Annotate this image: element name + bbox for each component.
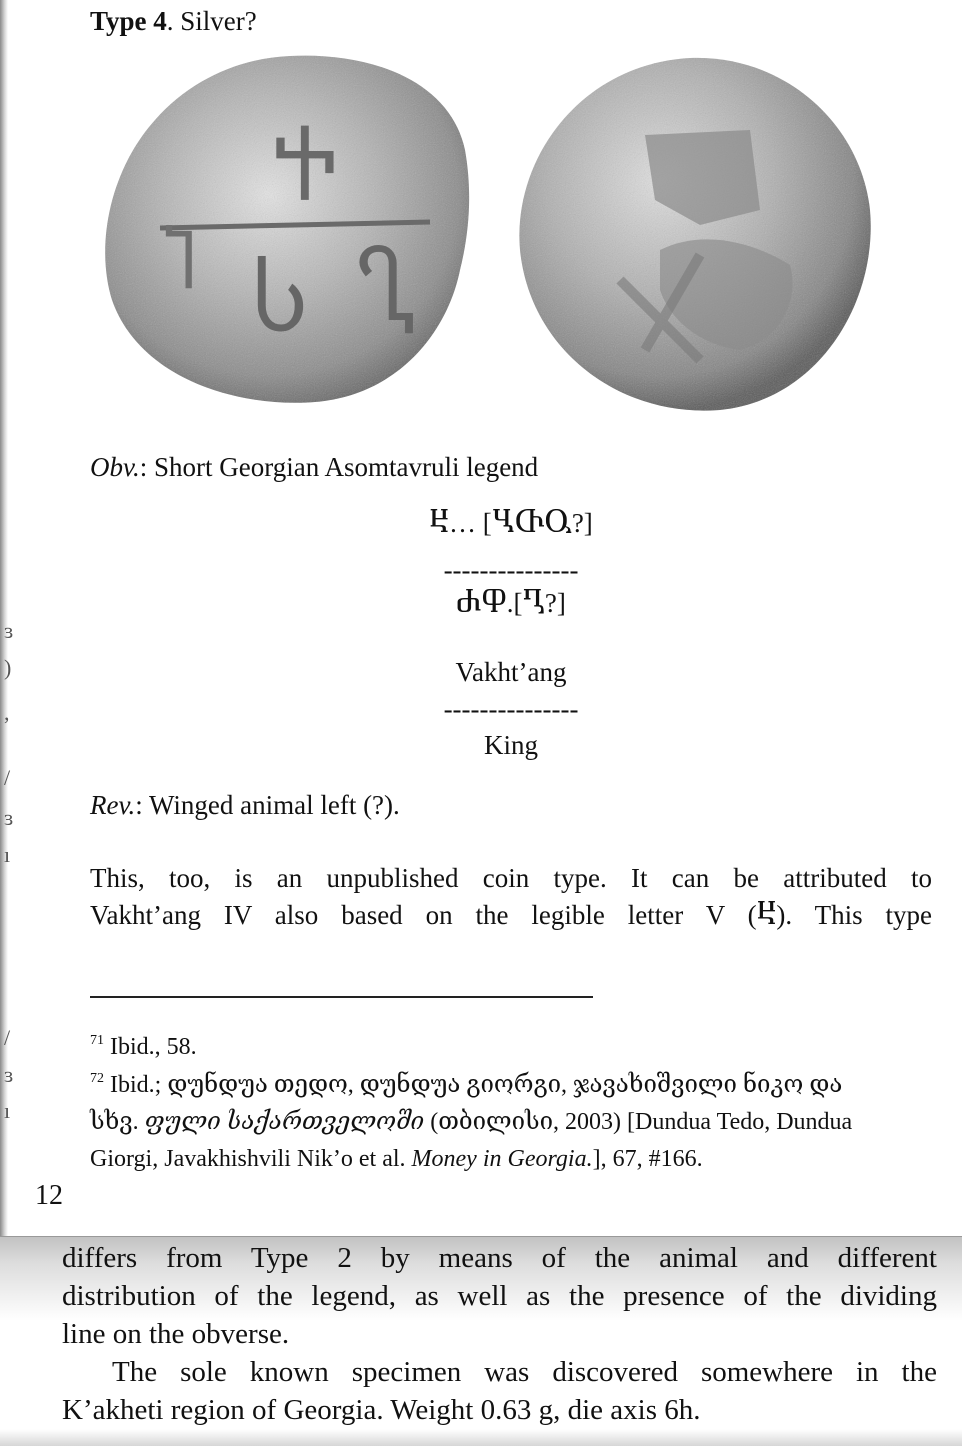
legend-title: King [484,730,538,760]
next-line-4: The sole known specimen was discovered somewhere in the [112,1356,937,1388]
obverse-letter-b: Ⴂ [354,237,416,342]
margin-fragments: ɜ ) , / ɜ ı / ɜ ı [4,618,14,1123]
type-heading: Type 4. Silver? [90,6,257,36]
page-number: 12 [35,1180,63,1211]
next-page-strip [0,1236,962,1446]
legend-name: Vakht’ang [455,657,567,687]
legend-line-2: ႻႴ.[Ⴂ?] [456,588,566,618]
obverse-letter-a: Ⴑ [252,247,308,352]
next-page-text [62,1239,937,1429]
footnote-71: $^{71}$ Ibid., 58. [90,1033,197,1060]
next-line-5: K’akheti region of Georgia. Weight 0.63 g, die axis 6h. [62,1394,701,1426]
next-line-3: line on the obverse. [62,1318,290,1350]
coin-photographs [100,50,900,420]
footnote-72: $^{72}$ Ibid.; დუნდუა თედო, დუნდუა გიორგი, ჯავახიშვილი ნიკო და სხვ. ფული საქართველოში (თბილისი, 2003) [Dundua Tedo, Dundua Giorgi, Javakhishvili Nik’o et al. Money in Georgia.], 67, #166. [90,1071,853,1172]
obverse-letter-left: Ⴈ [163,221,197,305]
legend-divider-1: --------------- [443,555,579,585]
legend-divider-2: --------------- [443,694,579,724]
body-paragraph [90,860,932,934]
next-line-1: differs from Type 2 by means of the animal and different [62,1242,937,1274]
obverse-letter-top: Ⴕ [272,117,338,222]
obverse-description: Obv.: Short Georgian Asomtavruli legend [90,452,539,482]
reverse-coin [519,58,870,411]
reverse-description: Rev.: Winged animal left (?). [90,790,400,820]
obverse-coin [105,56,469,403]
footnote-rule [90,996,593,998]
body-line-2: Vakht’ang IV also based on the legible letter V (Ⴞ). This type [90,900,932,930]
body-line-1: This, too, is an unpublished coin type. It can be attributed to [90,863,932,893]
legend-line-1: Ⴞ… [ႡႧႳ?] [429,508,593,538]
next-line-2: distribution of the legend, as well as the presence of the dividing [62,1280,937,1312]
